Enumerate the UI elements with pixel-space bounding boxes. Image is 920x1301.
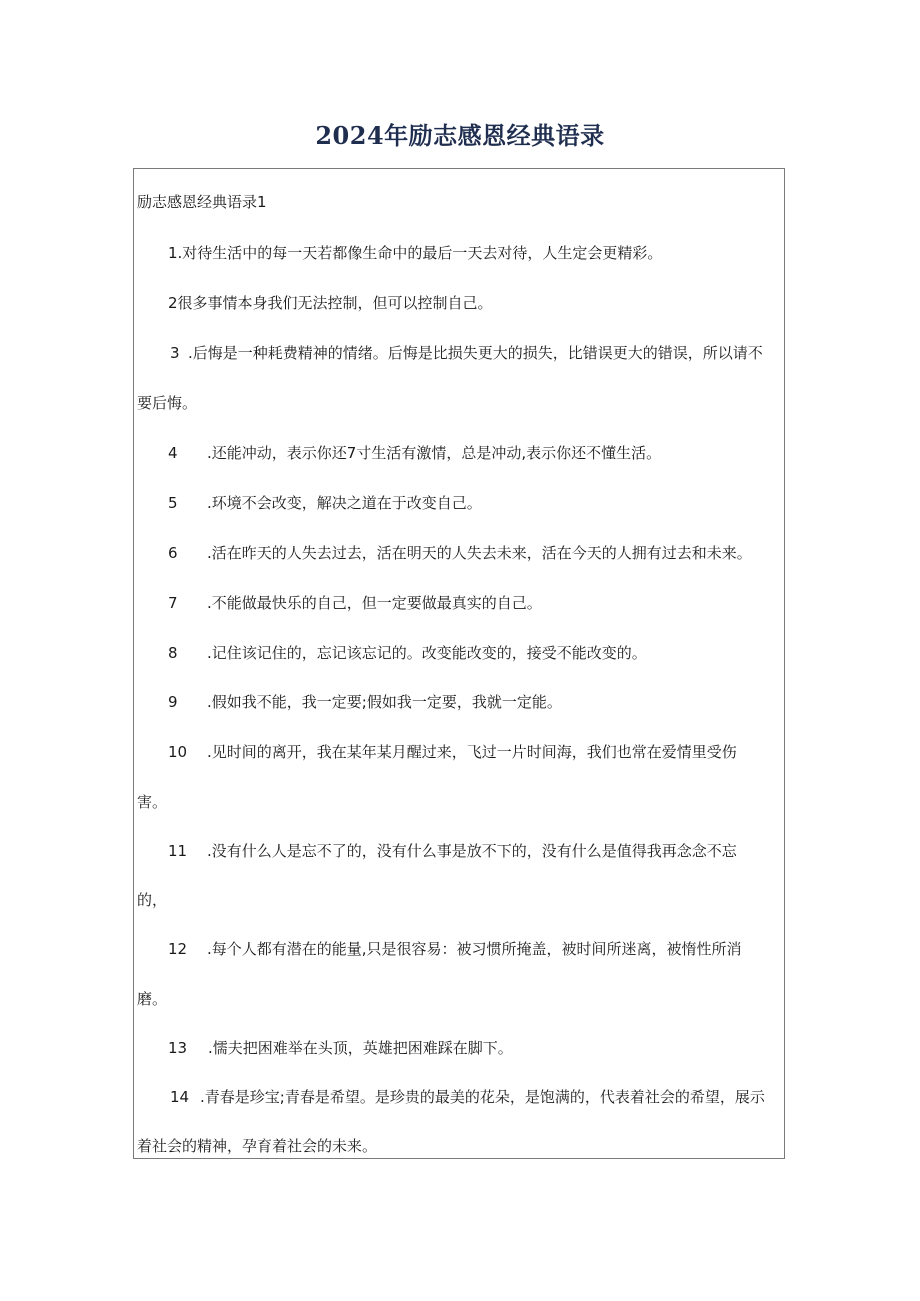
section-heading: 励志感恩经典语录1	[137, 193, 267, 211]
quote-item-14: .青春是珍宝;青春是希望。是珍贵的最美的花朵，是饱满的，代表着社会的希望，展示	[200, 1088, 765, 1106]
quote-item-11-cont: 的，	[137, 891, 168, 909]
quote-item-12: .每个人都有潜在的能量,只是很容易：被习惯所掩盖，被时间所迷离，被惰性所消	[207, 940, 742, 958]
quote-number-7: 7	[168, 594, 178, 612]
document-title: 2024年励志感恩经典语录	[315, 121, 605, 150]
quote-number-3: 3	[170, 344, 180, 362]
quote-item-7: .不能做最快乐的自己，但一定要做最真实的自己。	[207, 594, 542, 612]
quote-number-4: 4	[168, 444, 178, 462]
quote-number-9: 9	[168, 693, 178, 711]
quote-item-3: .后悔是一种耗费精神的情绪。后悔是比损失更大的损失，比错误更大的错误，所以请不	[188, 344, 763, 362]
quote-item-1: 1.对待生活中的每一天若都像生命中的最后一天去对待，人生定会更精彩。	[168, 244, 663, 262]
quote-number-14: 14	[170, 1088, 190, 1106]
quote-item-4: .还能冲动，表示你还7寸生活有激情，总是冲动,表示你还不懂生活。	[207, 444, 662, 462]
quote-number-8: 8	[168, 644, 178, 662]
quote-item-13: .懦夫把困难举在头顶，英雄把困难踩在脚下。	[208, 1039, 513, 1057]
quote-item-12-cont: 磨。	[137, 990, 168, 1008]
quote-item-6: .活在昨天的人失去过去，活在明天的人失去未来，活在今天的人拥有过去和未来。	[207, 544, 752, 562]
quote-item-10-cont: 害。	[137, 793, 168, 811]
quote-item-11: .没有什么人是忘不了的，没有什么事是放不下的，没有什么是值得我再念念不忘	[207, 842, 737, 860]
quote-number-13: 13	[168, 1039, 188, 1057]
quote-number-12: 12	[168, 940, 188, 958]
quote-number-11: 11	[168, 842, 188, 860]
quote-item-9: .假如我不能，我一定要;假如我一定要，我就一定能。	[207, 693, 562, 711]
quote-item-14-cont: 着社会的精神，孕育着社会的未来。	[137, 1137, 378, 1155]
quote-item-3-cont: 要后悔。	[137, 394, 198, 412]
quote-item-8: .记住该记住的，忘记该忘记的。改变能改变的，接受不能改变的。	[207, 644, 647, 662]
quote-number-6: 6	[168, 544, 178, 562]
quote-number-5: 5	[168, 494, 178, 512]
quote-number-10: 10	[168, 743, 188, 761]
quote-item-5: .环境不会改变，解决之道在于改变自己。	[207, 494, 482, 512]
content-frame	[133, 168, 785, 1159]
quote-item-2: 2很多事情本身我们无法控制，但可以控制自己。	[168, 294, 493, 312]
quote-item-10: .见时间的离开，我在某年某月醒过来，飞过一片时间海，我们也常在爱情里受伤	[207, 743, 737, 761]
